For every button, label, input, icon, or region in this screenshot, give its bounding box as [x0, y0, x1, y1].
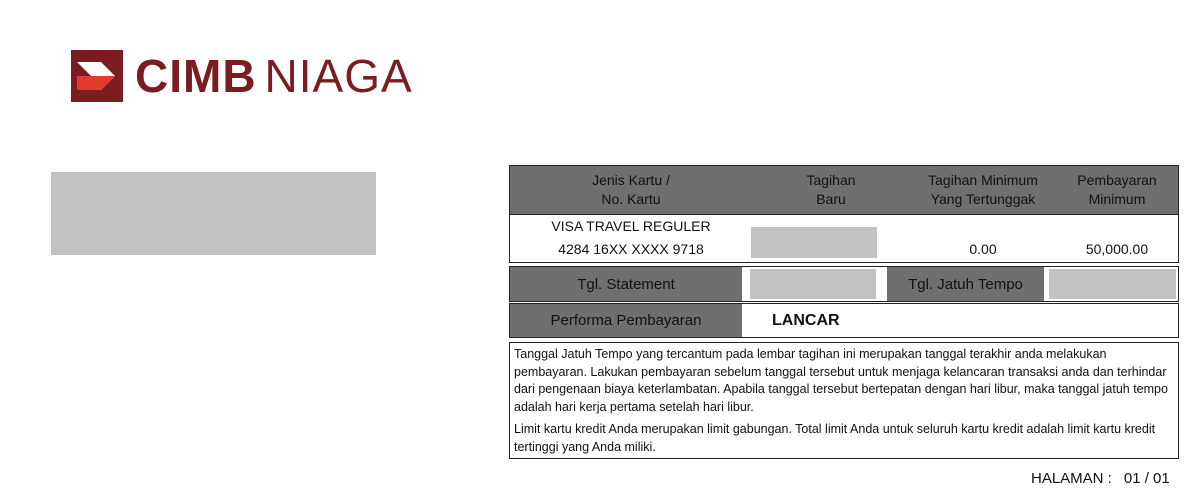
min-payment-value: 50,000.00: [1085, 241, 1149, 257]
redacted-due-date: [1049, 269, 1176, 299]
payment-performance-row: [509, 303, 1179, 338]
cimb-niaga-logo: [71, 50, 413, 102]
table-header-row: [509, 165, 1179, 215]
card-type: VISA TRAVEL REGULER: [551, 218, 711, 234]
header-new-bill: [752, 166, 910, 214]
notes-box: [509, 342, 1179, 459]
note-credit-limit: Limit kartu kredit Anda merupakan limit gabungan. Total limit Anda untuk seluruh kartu kredit adalah limit kartu kredit tertinggi yang Anda miliki.: [514, 422, 1156, 454]
payment-performance-status: LANCAR: [772, 311, 840, 329]
table-row: [509, 215, 1179, 263]
brand-name-light: NIAGA: [264, 50, 413, 102]
min-arrears-value: 0.00: [969, 241, 997, 257]
header-min-arrears-line2: Yang Tertunggak: [930, 191, 1036, 207]
header-new-bill-line2: Baru: [816, 191, 846, 207]
header-new-bill-line1: Tagihan: [806, 172, 856, 188]
header-min-arrears: [910, 166, 1056, 214]
brand-name-bold: CIMB: [135, 50, 257, 102]
payment-performance-label: Performa Pembayaran: [510, 304, 742, 337]
dates-row: [509, 266, 1179, 302]
redacted-address-block: [51, 172, 376, 255]
header-card-line1: Jenis Kartu /: [592, 172, 670, 188]
page-number: [1031, 470, 1170, 487]
note-due-date: Tanggal Jatuh Tempo yang tercantum pada lembar tagihan ini merupakan tanggal terakhir anda melakukan pembayaran. Lakukan pembayaran sebelum tanggal tersebut untuk menjaga kelancaran transaksi anda dan terhindar dari pengenaan biaya keterlambatan. Apabila tanggal tersebut bertepatan dengan hari libur, maka tanggal jatuh tempo adalah hari kerja pertama setelah hari libur.: [514, 347, 1168, 414]
header-min-payment-line2: Minimum: [1088, 191, 1146, 207]
page-number-label: HALAMAN :: [1031, 470, 1112, 487]
header-min-payment: [1056, 166, 1178, 214]
statement-date-label: Tgl. Statement: [510, 267, 742, 301]
redacted-statement-date: [750, 269, 876, 299]
brand-name: [135, 50, 413, 102]
card-number: 4284 16XX XXXX 9718: [558, 241, 704, 257]
header-min-payment-line1: Pembayaran: [1077, 172, 1157, 188]
due-date-label: Tgl. Jatuh Tempo: [887, 267, 1044, 301]
header-min-arrears-line1: Tagihan Minimum: [928, 172, 1038, 188]
header-card: [510, 166, 752, 214]
page-number-value: 01 / 01: [1123, 470, 1170, 487]
header-card-line2: No. Kartu: [601, 191, 661, 207]
cimb-logo-icon: [71, 50, 123, 102]
redacted-new-bill: [751, 227, 877, 258]
